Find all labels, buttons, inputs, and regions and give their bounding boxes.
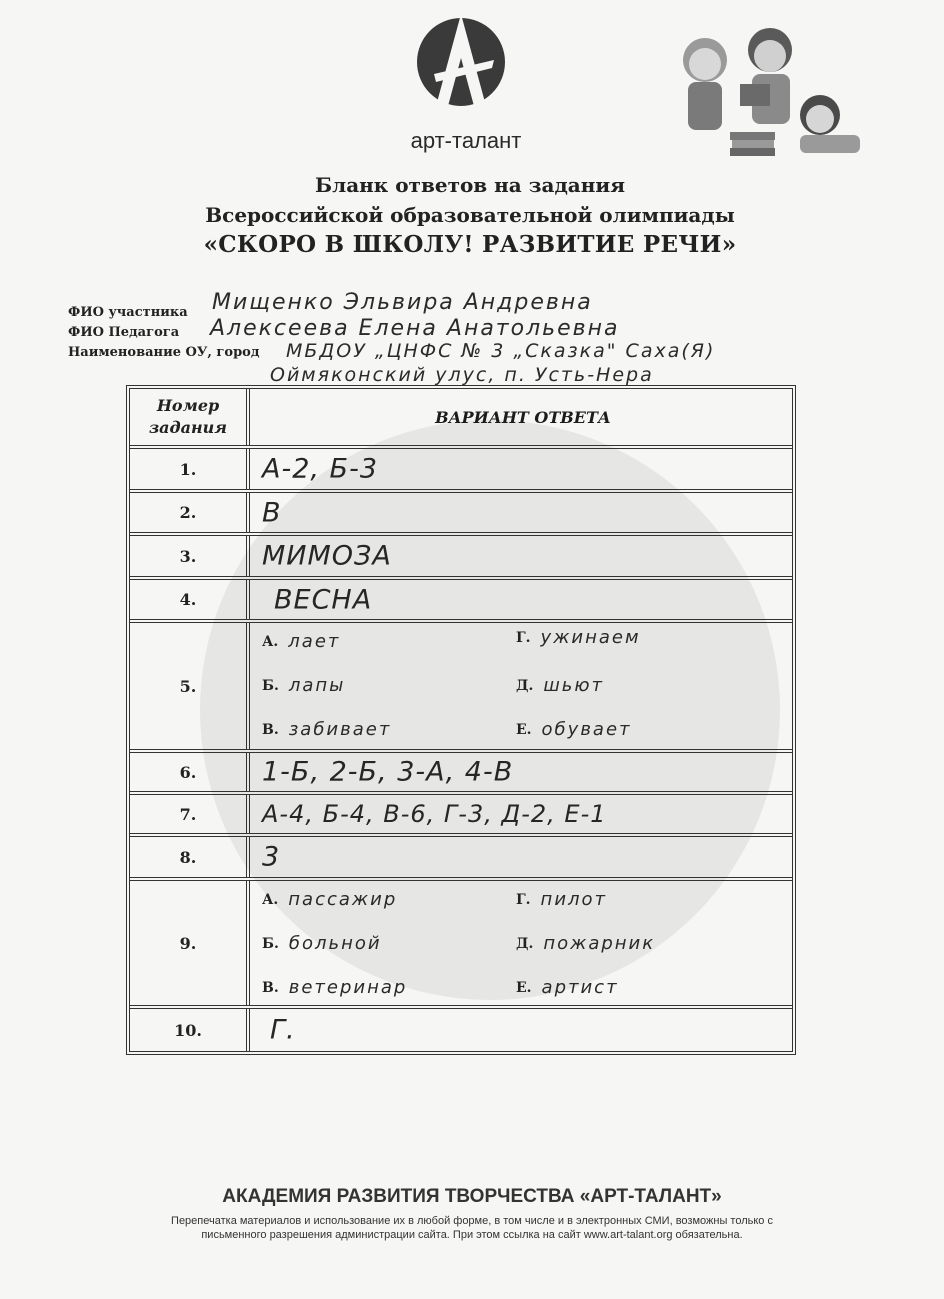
footer-title: АКАДЕМИЯ РАЗВИТИЯ ТВОРЧЕСТВА «АРТ-ТАЛАНТ» bbox=[222, 1186, 722, 1207]
sub-answer-e: Е. обувает bbox=[516, 719, 632, 740]
title-line-3: «СКОРО В ШКОЛУ! РАЗВИТИЕ РЕЧИ» bbox=[203, 231, 737, 258]
header-num-line-2: задания bbox=[148, 418, 228, 437]
table-row-1 bbox=[130, 449, 792, 493]
sub-answer-g: Г. ужинаем bbox=[516, 627, 641, 648]
task-number: 9. bbox=[130, 881, 250, 1005]
table-row-8 bbox=[130, 837, 792, 881]
footer-note bbox=[96, 1214, 848, 1242]
table-header-row bbox=[130, 389, 792, 449]
task-number: 10. bbox=[130, 1009, 250, 1051]
participant-label: ФИО участника bbox=[68, 305, 188, 320]
answer-cell bbox=[254, 837, 792, 877]
sub-answer-a: А. пассажир bbox=[262, 889, 398, 910]
table-row-6 bbox=[130, 753, 792, 795]
answer-cell bbox=[254, 1009, 792, 1051]
sub-answer-v: В. забивает bbox=[262, 719, 392, 740]
header-answer: ВАРИАНТ ОТВЕТА bbox=[435, 407, 611, 427]
answer-cell bbox=[254, 580, 792, 619]
form-title bbox=[140, 170, 800, 260]
sub-answer-e: Е. артист bbox=[516, 977, 619, 998]
answer-cell bbox=[254, 753, 792, 791]
task-number: 3. bbox=[130, 536, 250, 576]
header-num-line-1: Номер bbox=[156, 396, 220, 415]
task-number: 1. bbox=[130, 449, 250, 489]
answer-text: А-2, Б-3 bbox=[262, 453, 378, 485]
art-talant-logo-icon bbox=[414, 10, 508, 120]
task-number: 2. bbox=[130, 493, 250, 532]
logo-text: арт-талант bbox=[410, 128, 522, 153]
answer-text: ВЕСНА bbox=[274, 584, 373, 615]
table-row-10 bbox=[130, 1009, 792, 1051]
table-row-7 bbox=[130, 795, 792, 837]
task-number: 7. bbox=[130, 795, 250, 833]
table-row-4 bbox=[130, 580, 792, 623]
table-row-2 bbox=[130, 493, 792, 536]
table-row-3 bbox=[130, 536, 792, 580]
header-task-number bbox=[130, 389, 250, 445]
organization-name: МБДОУ „ЦНФС № 3 „Сказка" Саха(Я) bbox=[286, 340, 716, 362]
task-number: 8. bbox=[130, 837, 250, 877]
answer-text: МИМОЗА bbox=[262, 540, 392, 572]
answer-text: 3 bbox=[262, 841, 281, 873]
sub-answer-a: А. лает bbox=[262, 631, 341, 652]
organization-location: Оймяконский улус, п. Усть-Нера bbox=[270, 364, 654, 386]
sub-answer-b: Б. больной bbox=[262, 933, 382, 954]
task-number: 6. bbox=[130, 753, 250, 791]
task-number: 4. bbox=[130, 580, 250, 619]
teacher-label: ФИО Педагога bbox=[68, 325, 180, 340]
answer-cell bbox=[254, 536, 792, 576]
table-row-5 bbox=[130, 623, 792, 753]
title-line-2: Всероссийской образовательной олимпиады bbox=[205, 203, 735, 227]
reading-kids-illustration bbox=[660, 20, 875, 170]
answer-cell bbox=[254, 623, 792, 749]
organization-label: Наименование ОУ, город bbox=[68, 345, 260, 360]
answer-cell bbox=[254, 449, 792, 489]
answer-cell bbox=[254, 493, 792, 532]
answer-text: Г. bbox=[270, 1014, 296, 1046]
answer-cell bbox=[254, 881, 792, 1005]
task-number: 5. bbox=[130, 623, 250, 749]
answer-cell bbox=[254, 795, 792, 833]
answer-text: 1-Б, 2-Б, 3-А, 4-В bbox=[262, 756, 514, 788]
footer-note-line-2: письменного разрешения администрации сайта. При этом ссылка на сайт www.art-talant.org обязательна. bbox=[201, 1229, 743, 1241]
sub-answer-b: Б. лапы bbox=[262, 675, 346, 696]
title-line-1: Бланк ответов на задания bbox=[315, 173, 625, 197]
table-row-9 bbox=[130, 881, 792, 1009]
participant-name: Мищенко Эльвира Андревна bbox=[212, 290, 593, 315]
teacher-name: Алексеева Елена Анатольевна bbox=[210, 316, 620, 341]
answer-text: А-4, Б-4, В-6, Г-3, Д-2, Е-1 bbox=[262, 800, 607, 828]
sub-answer-v: В. ветеринар bbox=[262, 977, 408, 998]
answer-table bbox=[126, 385, 796, 1055]
sub-answer-g: Г. пилот bbox=[516, 889, 608, 910]
answer-text: В bbox=[262, 497, 282, 528]
footer-note-line-1: Перепечатка материалов и использование их в любой форме, в том числе и в электронных СМИ, возможны только с bbox=[171, 1215, 773, 1227]
sub-answer-d: Д. шьют bbox=[516, 675, 605, 696]
sub-answer-d: Д. пожарник bbox=[516, 933, 656, 954]
